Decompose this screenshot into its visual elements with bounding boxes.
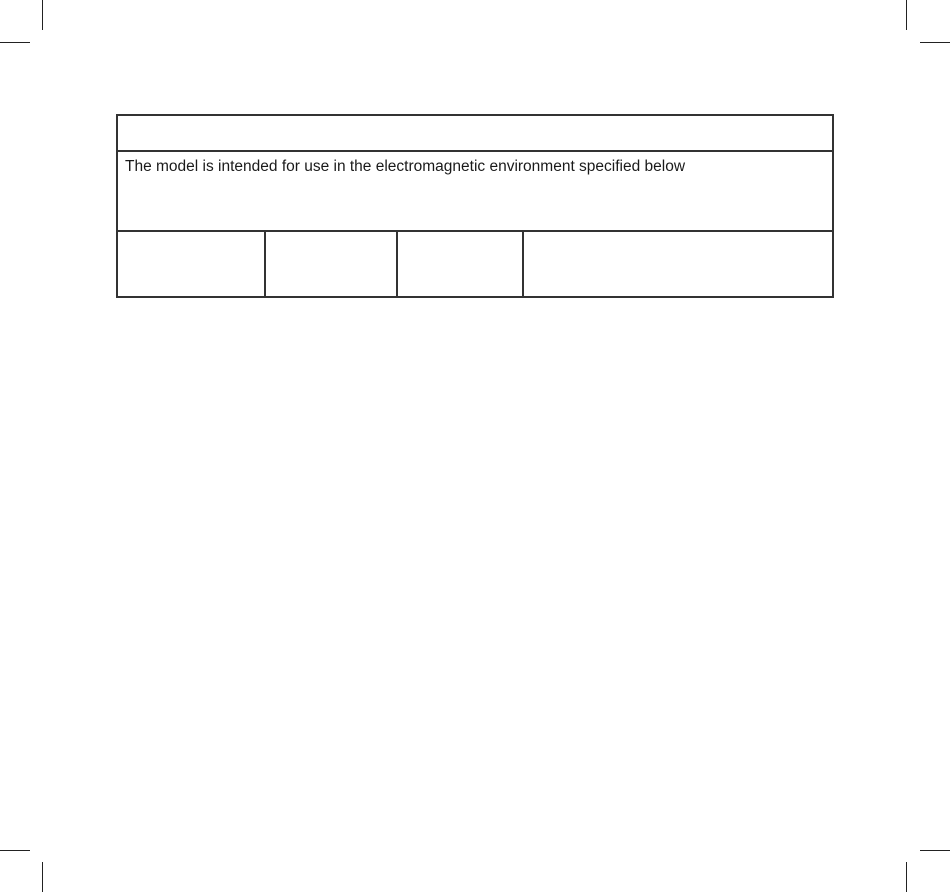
crop-mark-bottom-right-horizontal [920,850,950,851]
table-intro-text: The model is intended for use in the electromagnetic environment specified below [125,158,686,175]
crop-mark-top-left-horizontal [0,42,30,43]
table-intro-row [118,152,832,232]
table-header-cell [266,232,398,296]
crop-mark-bottom-right-vertical [906,862,907,892]
crop-mark-top-right-horizontal [920,42,950,43]
table-header-cell [398,232,524,296]
table-header-cell [118,232,266,296]
crop-mark-bottom-left-vertical [42,862,43,892]
table-header-cell [524,232,832,296]
table-title-row [118,116,832,152]
crop-mark-top-left-vertical [42,0,43,30]
crop-mark-bottom-left-horizontal [0,850,30,851]
crop-mark-top-right-vertical [906,0,907,30]
em-environment-table [116,114,834,298]
table-header-row [118,232,832,296]
